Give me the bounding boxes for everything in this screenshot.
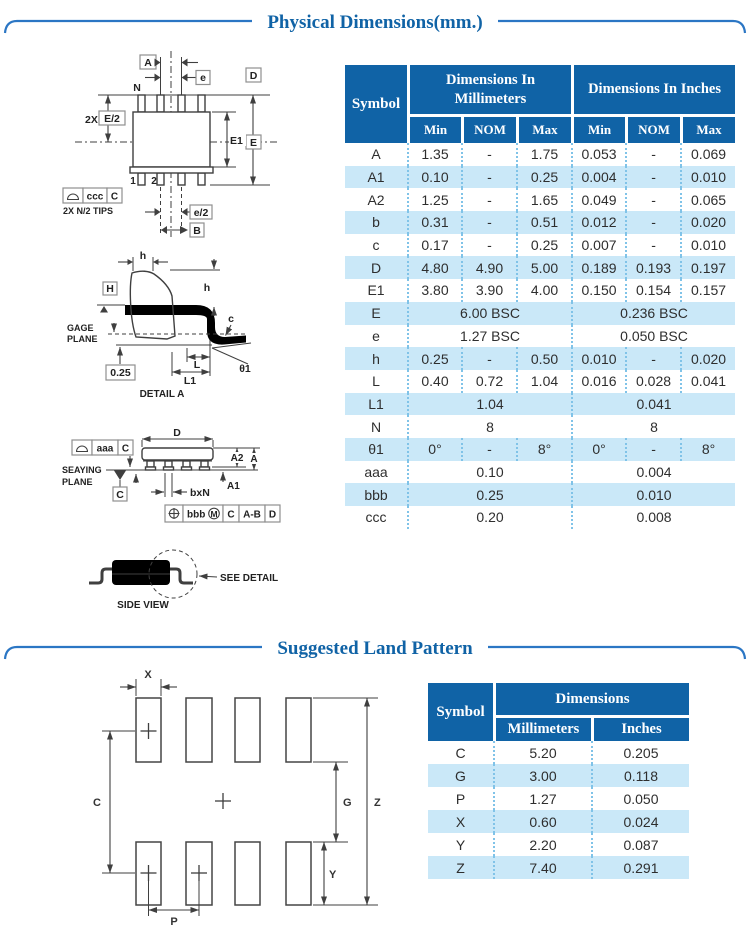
cell: 0.60 bbox=[493, 810, 591, 833]
symbol-cell: X bbox=[428, 810, 493, 833]
symbol-cell: A bbox=[345, 143, 407, 166]
dim-label-P: P bbox=[170, 916, 178, 928]
cell: 0.10 bbox=[407, 166, 461, 189]
symbol-cell: L bbox=[345, 370, 407, 393]
cell: 0.012 bbox=[571, 211, 625, 234]
tolerance-aaa: aaa bbox=[96, 443, 114, 455]
table-row bbox=[428, 833, 689, 856]
cell: 0° bbox=[571, 438, 625, 461]
pin1-label: 1 bbox=[130, 176, 136, 187]
symbol-cell: A2 bbox=[345, 188, 407, 211]
symbol-cell: A1 bbox=[345, 166, 407, 189]
cell: 0.50 bbox=[516, 347, 571, 370]
cell: 0.189 bbox=[571, 256, 625, 279]
dim-label-e-half: e/2 bbox=[193, 207, 209, 219]
cell: 0.041 bbox=[680, 370, 735, 393]
cell: - bbox=[461, 188, 516, 211]
cell: 0.010 bbox=[571, 347, 625, 370]
cell: 0.150 bbox=[571, 279, 625, 302]
gage-plane-label: GAGE bbox=[67, 323, 94, 333]
symbol-cell: h bbox=[345, 347, 407, 370]
side-view-drawing bbox=[60, 535, 320, 625]
title-rule-right bbox=[498, 21, 745, 33]
col-header-symbol: Symbol bbox=[428, 683, 493, 741]
cell: 0.050 bbox=[591, 787, 689, 810]
symbol-cell: e bbox=[345, 325, 407, 348]
dim-label-2X: 2X bbox=[85, 114, 98, 126]
table-row bbox=[345, 393, 735, 416]
cell: 5.20 bbox=[493, 741, 591, 764]
cell: - bbox=[625, 143, 680, 166]
datum-ref-AB: A-B bbox=[243, 509, 261, 521]
table-row bbox=[428, 764, 689, 787]
dim-label-theta1: θ1 bbox=[239, 363, 251, 375]
cell: 0.007 bbox=[571, 234, 625, 257]
cell: 0.004 bbox=[571, 461, 735, 484]
title-rule-left bbox=[5, 647, 262, 659]
cell: 5.00 bbox=[516, 256, 571, 279]
pin2-label: 2 bbox=[151, 176, 157, 187]
symbol-cell: aaa bbox=[345, 461, 407, 484]
cell: - bbox=[625, 188, 680, 211]
cell: 4.00 bbox=[516, 279, 571, 302]
dim-label-A: A bbox=[144, 57, 152, 69]
package-top-view-drawing bbox=[40, 45, 345, 245]
dim-label-A2: A2 bbox=[230, 453, 244, 464]
land-pattern-table bbox=[428, 683, 689, 879]
cell: 0.020 bbox=[680, 211, 735, 234]
cell: 3.00 bbox=[493, 764, 591, 787]
cell: 0.40 bbox=[407, 370, 461, 393]
cell: 0.157 bbox=[680, 279, 735, 302]
cell: 1.04 bbox=[516, 370, 571, 393]
dimensions-table bbox=[345, 65, 735, 529]
title-rule-right bbox=[488, 647, 745, 659]
symbol-cell: C bbox=[428, 741, 493, 764]
symbol-cell: c bbox=[345, 234, 407, 257]
dim-label-A: A bbox=[250, 454, 258, 465]
dim-label-h-top: h bbox=[139, 250, 147, 262]
mmc-m: M bbox=[210, 508, 218, 519]
see-detail-label: SEE DETAIL bbox=[220, 573, 279, 584]
datum-ref-D: D bbox=[268, 509, 277, 521]
pin-count-label-N: N bbox=[133, 82, 141, 94]
table-row bbox=[345, 256, 735, 279]
dim-label-bxN: bxN bbox=[190, 487, 210, 499]
col-header-inches: Dimensions In Inches bbox=[571, 65, 735, 114]
cell: 0.004 bbox=[571, 166, 625, 189]
cell: 0.050 BSC bbox=[571, 325, 735, 348]
package-outline bbox=[130, 95, 213, 185]
col-header-dimensions: Dimensions bbox=[493, 683, 689, 715]
symbol-cell: L1 bbox=[345, 393, 407, 416]
cell: 1.35 bbox=[407, 143, 461, 166]
symbol-cell: Y bbox=[428, 833, 493, 856]
table-row bbox=[345, 347, 735, 370]
cell: - bbox=[461, 234, 516, 257]
dim-label-h-right: h bbox=[203, 282, 211, 294]
cell: 3.80 bbox=[407, 279, 461, 302]
cell: 0.31 bbox=[407, 211, 461, 234]
dim-label-X: X bbox=[144, 669, 152, 681]
cell: 0.17 bbox=[407, 234, 461, 257]
cell: 0.008 bbox=[571, 506, 735, 529]
symbol-cell: E bbox=[345, 302, 407, 325]
cell: 4.80 bbox=[407, 256, 461, 279]
datum-ref-C2: C bbox=[227, 509, 235, 521]
subcol-min: Min bbox=[571, 114, 625, 143]
table-row bbox=[345, 234, 735, 257]
cell: - bbox=[625, 211, 680, 234]
subcol-inches: Inches bbox=[591, 715, 689, 741]
cell: 0.010 bbox=[680, 234, 735, 257]
seating-plane-label2: PLANE bbox=[62, 477, 93, 487]
cell: 0.197 bbox=[680, 256, 735, 279]
cell: 0.205 bbox=[591, 741, 689, 764]
dim-label-L1: L1 bbox=[183, 375, 197, 387]
cell: 0.020 bbox=[680, 347, 735, 370]
section-title: Suggested Land Pattern bbox=[277, 638, 473, 659]
cell: 0.51 bbox=[516, 211, 571, 234]
symbol-cell: E1 bbox=[345, 279, 407, 302]
cell: 0.065 bbox=[680, 188, 735, 211]
table-row bbox=[345, 415, 735, 438]
cell: 0.72 bbox=[461, 370, 516, 393]
table-row bbox=[428, 787, 689, 810]
subcol-millimeters: Millimeters bbox=[493, 715, 591, 741]
feature-control-frame-aaa bbox=[72, 440, 133, 455]
tips-note: 2X N/2 TIPS bbox=[63, 206, 114, 216]
table-row bbox=[428, 810, 689, 833]
body-outline bbox=[112, 560, 170, 585]
table-row bbox=[345, 438, 735, 461]
subcol-min: Min bbox=[407, 114, 461, 143]
dim-label-Y: Y bbox=[329, 869, 337, 881]
land-pattern-drawing bbox=[60, 665, 400, 931]
cell: 0.20 bbox=[407, 506, 571, 529]
table-row bbox=[345, 279, 735, 302]
dim-label-C: C bbox=[93, 797, 101, 809]
cell: 7.40 bbox=[493, 856, 591, 879]
cell: - bbox=[461, 211, 516, 234]
table-row bbox=[345, 483, 735, 506]
table-row bbox=[345, 325, 735, 348]
feature-control-frame-bbb bbox=[165, 505, 280, 522]
cell: 1.75 bbox=[516, 143, 571, 166]
side-view-caption: SIDE VIEW bbox=[117, 600, 169, 611]
cell: 1.04 bbox=[407, 393, 571, 416]
symbol-cell: Z bbox=[428, 856, 493, 879]
title-rule-left bbox=[5, 21, 252, 33]
cell: 4.90 bbox=[461, 256, 516, 279]
cell: 3.90 bbox=[461, 279, 516, 302]
cell: - bbox=[625, 347, 680, 370]
cell: - bbox=[461, 166, 516, 189]
detail-a-caption: DETAIL A bbox=[139, 389, 185, 400]
symbol-cell: bbb bbox=[345, 483, 407, 506]
cell: - bbox=[625, 166, 680, 189]
cell: 1.27 bbox=[493, 787, 591, 810]
table-row bbox=[428, 856, 689, 879]
cell: 0.010 bbox=[680, 166, 735, 189]
dim-label-025: 0.25 bbox=[110, 367, 131, 379]
cell: 0.016 bbox=[571, 370, 625, 393]
symbol-cell: N bbox=[345, 415, 407, 438]
dim-label-G: G bbox=[343, 797, 352, 809]
table-row bbox=[345, 370, 735, 393]
cell: 0.25 bbox=[516, 234, 571, 257]
subcol-nom: NOM bbox=[625, 114, 680, 143]
datum-label-C: C bbox=[116, 489, 124, 501]
tolerance-bbb: bbb bbox=[187, 509, 206, 521]
cell: 0° bbox=[407, 438, 461, 461]
dim-label-c: c bbox=[228, 313, 234, 325]
page-title: Physical Dimensions(mm.) bbox=[267, 12, 483, 33]
side-view-seating-drawing bbox=[40, 425, 340, 535]
cell: 8 bbox=[571, 415, 735, 438]
cell: 0.25 bbox=[407, 347, 461, 370]
symbol-cell: ccc bbox=[345, 506, 407, 529]
dim-label-E1: E1 bbox=[230, 135, 243, 147]
cell: 8 bbox=[407, 415, 571, 438]
col-header-mm: Dimensions In Millimeters bbox=[407, 65, 571, 114]
datum-label-B: B bbox=[193, 225, 201, 237]
subcol-max: Max bbox=[516, 114, 571, 143]
cell: 0.041 bbox=[571, 393, 735, 416]
datum-ref-C: C bbox=[110, 191, 119, 203]
right-lead bbox=[170, 569, 193, 583]
header-row bbox=[428, 683, 689, 715]
cell: 1.25 bbox=[407, 188, 461, 211]
table-row bbox=[428, 741, 689, 764]
dim-label-D: D bbox=[173, 427, 181, 439]
symbol-cell: b bbox=[345, 211, 407, 234]
cell: 0.087 bbox=[591, 833, 689, 856]
subcol-nom: NOM bbox=[461, 114, 516, 143]
seating-plane-label: SEAYING bbox=[62, 465, 102, 475]
dim-label-E-half: E/2 bbox=[104, 113, 120, 125]
cell: - bbox=[625, 438, 680, 461]
cell: 0.236 BSC bbox=[571, 302, 735, 325]
cell: 0.118 bbox=[591, 764, 689, 787]
cell: 8° bbox=[516, 438, 571, 461]
dim-label-e: e bbox=[200, 72, 206, 84]
cell: - bbox=[625, 234, 680, 257]
package-profile bbox=[142, 448, 213, 470]
table-row bbox=[345, 143, 735, 166]
cell: 0.25 bbox=[407, 483, 571, 506]
symbol-cell: P bbox=[428, 787, 493, 810]
subcol-max: Max bbox=[680, 114, 735, 143]
cell: 6.00 BSC bbox=[407, 302, 571, 325]
dim-label-E: E bbox=[249, 137, 258, 149]
cell: - bbox=[461, 438, 516, 461]
cell: 0.154 bbox=[625, 279, 680, 302]
cell: 0.049 bbox=[571, 188, 625, 211]
tolerance-ccc: ccc bbox=[86, 191, 104, 203]
section-title-physical-dimensions bbox=[0, 2, 750, 38]
cell: 1.27 BSC bbox=[407, 325, 571, 348]
detail-a-drawing bbox=[40, 245, 340, 425]
col-header-symbol: Symbol bbox=[345, 65, 407, 143]
symbol-cell: G bbox=[428, 764, 493, 787]
table-row bbox=[345, 461, 735, 484]
gage-plane-label2: PLANE bbox=[67, 334, 98, 344]
cell: 0.010 bbox=[571, 483, 735, 506]
table-row bbox=[345, 211, 735, 234]
dim-label-L: L bbox=[193, 359, 201, 371]
table-row bbox=[345, 506, 735, 529]
table-row bbox=[345, 302, 735, 325]
cell: 0.069 bbox=[680, 143, 735, 166]
cell: 0.193 bbox=[625, 256, 680, 279]
cell: 1.65 bbox=[516, 188, 571, 211]
datum-label-H: H bbox=[106, 283, 114, 295]
dim-label-Z: Z bbox=[374, 797, 381, 809]
cell: 0.10 bbox=[407, 461, 571, 484]
cell: 2.20 bbox=[493, 833, 591, 856]
table-row bbox=[345, 166, 735, 189]
datum-ref-C: C bbox=[121, 443, 130, 455]
cell: - bbox=[461, 143, 516, 166]
left-lead bbox=[89, 569, 112, 583]
cell: 0.291 bbox=[591, 856, 689, 879]
dim-label-A1: A1 bbox=[227, 481, 240, 492]
cell: - bbox=[461, 347, 516, 370]
section-title-land-pattern bbox=[0, 630, 750, 666]
symbol-cell: θ1 bbox=[345, 438, 407, 461]
symbol-cell: D bbox=[345, 256, 407, 279]
table-row bbox=[345, 188, 735, 211]
cell: 0.053 bbox=[571, 143, 625, 166]
cell: 8° bbox=[680, 438, 735, 461]
dim-label-D: D bbox=[249, 70, 258, 82]
cell: 0.028 bbox=[625, 370, 680, 393]
header-row bbox=[345, 65, 735, 114]
cell: 0.024 bbox=[591, 810, 689, 833]
feature-control-frame-ccc bbox=[63, 188, 122, 203]
cell: 0.25 bbox=[516, 166, 571, 189]
